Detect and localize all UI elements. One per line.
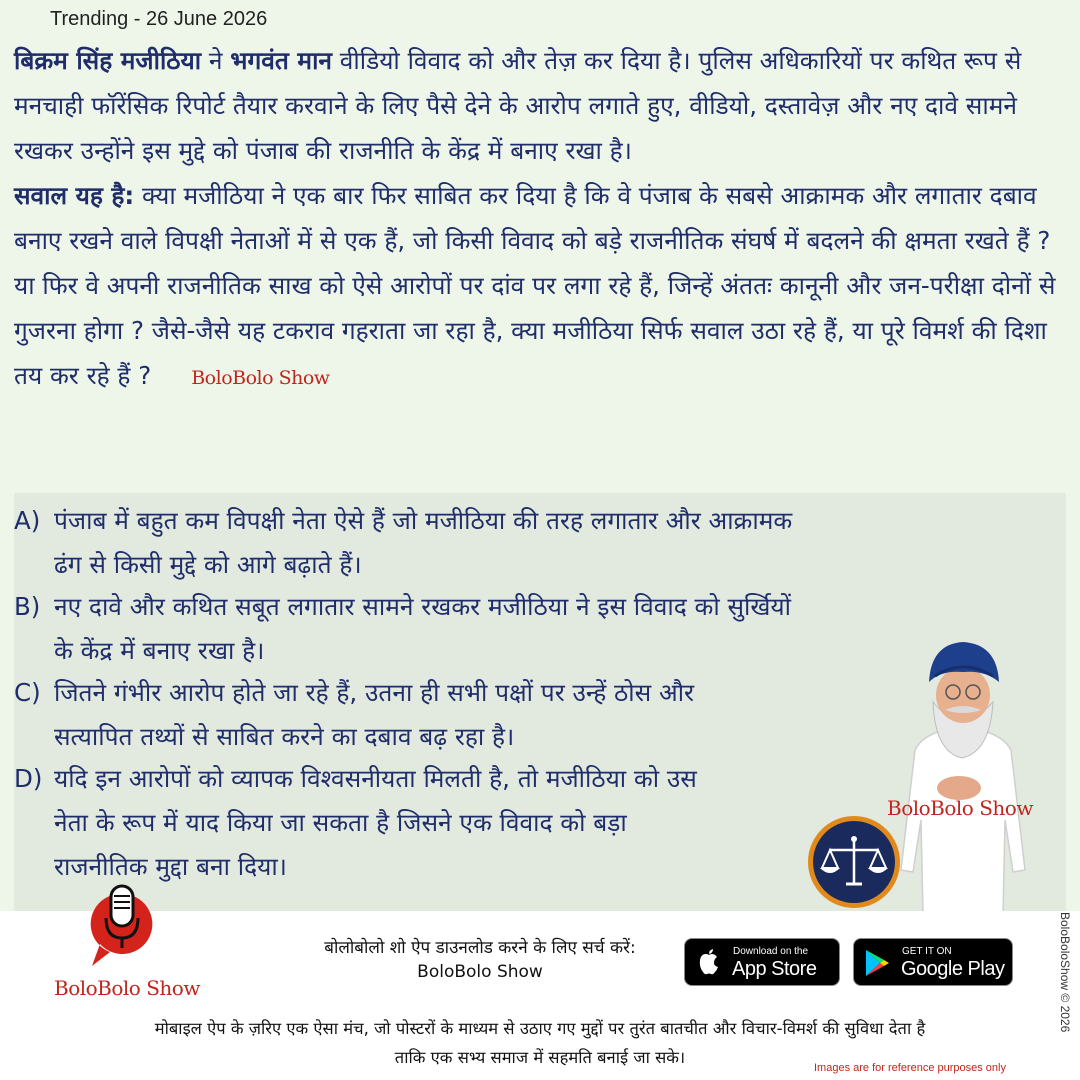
option-letter: B)	[14, 592, 41, 621]
option-text: जितने गंभीर आरोप होते जा रहे हैं, उतना ही सभी पक्षों पर उन्हें ठोस और	[54, 678, 695, 707]
google-play-icon	[864, 949, 890, 977]
question-label: सवाल यह है:	[14, 181, 135, 210]
option-text-cont: ढंग से किसी मुद्दे को आगे बढ़ाते हैं।	[54, 550, 362, 579]
option-letter: A)	[14, 506, 41, 535]
copyright-credit: BoloBoloShow © 2026	[1058, 912, 1072, 1033]
option-text: यदि इन आरोपों को व्यापक विश्वसनीयता मिलती है, तो मजीठिया को उस	[54, 764, 697, 793]
show-watermark: BoloBolo Show	[887, 796, 1033, 820]
option-text-cont: नेता के रूप में याद किया जा सकता है जिसने एक विवाद को बड़ा	[54, 808, 627, 837]
option-c[interactable]	[14, 671, 694, 759]
intro-text	[14, 38, 1064, 401]
app-store-big-text: App Store	[732, 958, 817, 980]
option-d[interactable]	[14, 757, 697, 889]
tagline-line-1: मोबाइल ऐप के ज़रिए एक ऐसा मंच, जो पोस्टरों के माध्यम से उठाए गए मुद्दों पर तुरंत बातचीत और विचार-विमर्श की सुविधा देता है	[154, 1019, 926, 1038]
option-letter: D)	[14, 764, 43, 793]
option-a[interactable]	[14, 499, 792, 587]
question-text: क्या मजीठिया ने एक बार फिर साबित कर दिया है कि वे पंजाब के सबसे आक्रामक और लगातार दबाव बनाए रखने वाले विपक्षी नेताओं में से एक हैं, जो किसी विवाद को बड़े राजनीतिक संघर्ष में बदलने की क्षमता रखते हैं ? या फिर वे अपनी राजनीतिक साख को ऐसे आरोपों पर दांव पर लगा रहे हैं, जिन्हें अंततः कानूनी और जन-परीक्षा दोनों से गुजरना होगा ? जैसे-जैसे यह टकराव गहराता जा रहा है, क्या मजीठिया सिर्फ सवाल उठा रहे हैं, या पूरे विमर्श की दिशा तय कर रहे हैं ?	[14, 181, 1056, 390]
inline-show-label: BoloBolo Show	[191, 367, 330, 389]
google-play-small-text: GET IT ON	[902, 946, 952, 957]
option-text-cont: सत्यापित तथ्यों से साबित करने का दबाव बढ़ रहा है।	[54, 722, 515, 751]
question-paragraph	[14, 173, 1064, 401]
intro-text-1: ने	[201, 46, 231, 75]
search-instructions	[300, 936, 660, 984]
option-text: पंजाब में बहुत कम विपक्षी नेता ऐसे हैं जो मजीठिया की तरह लगातार और आक्रामक	[54, 506, 793, 535]
name-mann: भगवंत मान	[230, 46, 333, 75]
disclaimer: Images are for reference purposes only	[814, 1062, 1006, 1074]
search-line-2: BoloBolo Show	[417, 962, 543, 982]
option-letter: C)	[14, 678, 41, 707]
app-store-small-text: Download on the	[733, 946, 809, 957]
brand-logo-text: BoloBolo Show	[54, 976, 200, 1000]
apple-icon	[697, 949, 721, 977]
tagline-line-2: ताकि एक सभ्य समाज में सहमति बनाई जा सके।	[394, 1048, 686, 1067]
option-text-cont: के केंद्र में बनाए रखा है।	[54, 636, 265, 665]
search-line-1: बोलोबोलो शो ऐप डाउनलोड करने के लिए सर्च करें:	[324, 938, 636, 958]
app-store-button[interactable]	[684, 938, 840, 986]
trending-date: Trending - 26 June 2026	[50, 8, 268, 30]
name-majithia: बिक्रम सिंह मजीठिया	[14, 46, 202, 75]
microphone-logo-icon[interactable]	[84, 882, 160, 978]
option-text-cont: राजनीतिक मुद्दा बना दिया।	[54, 852, 287, 881]
justice-scale-icon	[806, 814, 902, 910]
google-play-big-text: Google Play	[901, 958, 1005, 980]
character-illustration	[895, 640, 1030, 915]
intro-paragraph	[14, 38, 1064, 173]
google-play-button[interactable]	[853, 938, 1013, 986]
option-text: नए दावे और कथित सबूत लगातार सामने रखकर मजीठिया ने इस विवाद को सुर्खियों	[54, 592, 791, 621]
option-b[interactable]	[14, 585, 791, 673]
intro-text-2: वीडियो विवाद को और तेज़ कर दिया है। पुलिस अधिकारियों पर कथित रूप से मनचाही फॉरेंसिक रिपोर्ट तैयार करवाने के लिए पैसे देने के आरोप लगाते हुए, वीडियो, दस्तावेज़ और नए दावे सामने रखकर उन्होंने इस मुद्दे को पंजाब की राजनीति के केंद्र में बनाए रखा है।	[14, 46, 1022, 165]
